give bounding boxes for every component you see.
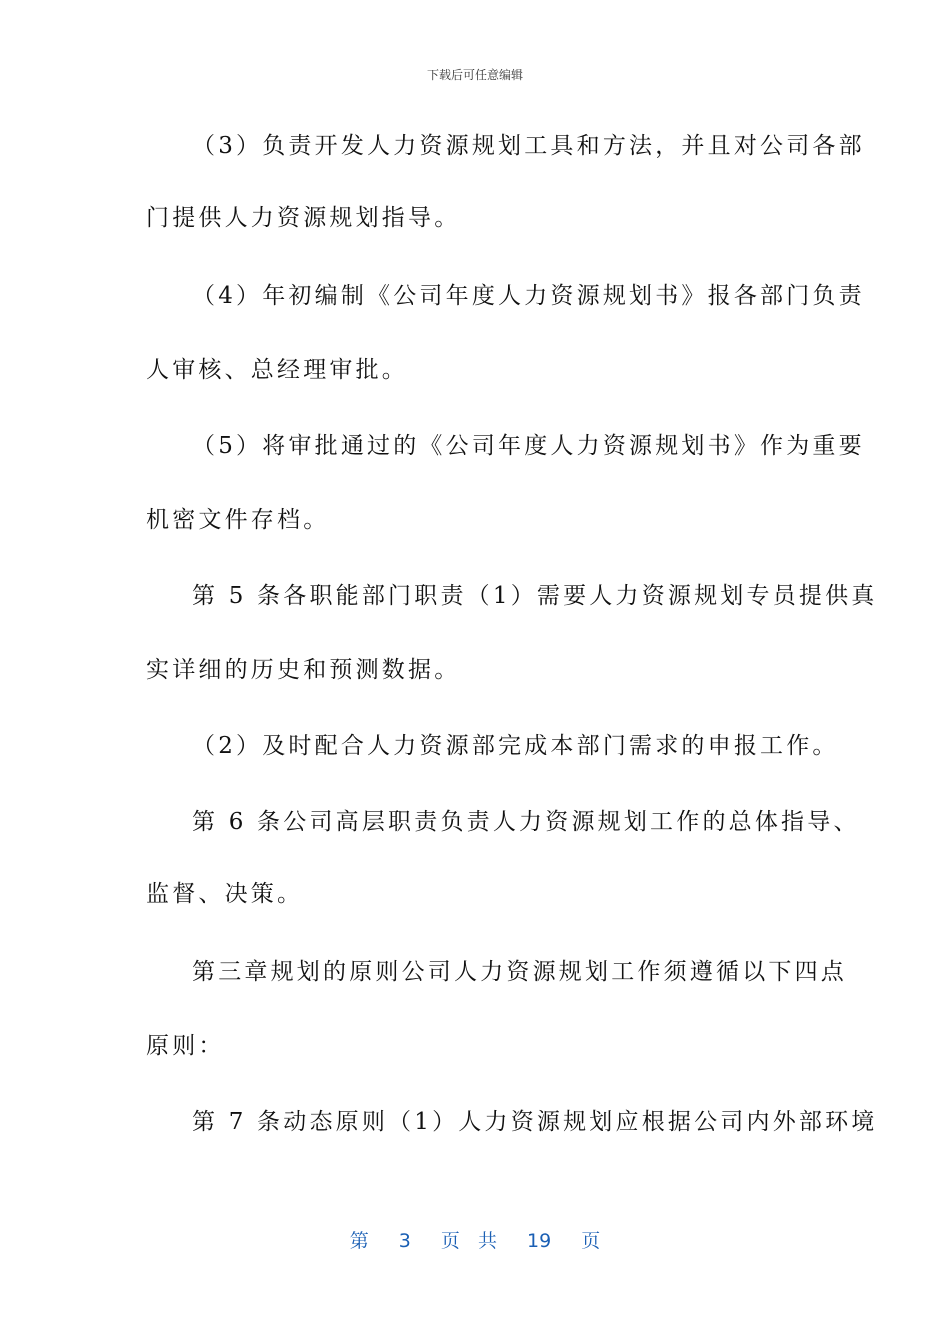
paragraph-line: （3）负责开发人力资源规划工具和方法，并且对公司各部 <box>192 133 865 159</box>
page-label: 第 <box>349 1230 369 1252</box>
paragraph-line: 人审核、总经理审批。 <box>146 357 408 383</box>
paragraph-line: 第 5 条各职能部门职责（1）需要人力资源规划专员提供真 <box>192 583 878 609</box>
page-unit: 页 <box>581 1230 601 1252</box>
paragraph-line: 实详细的历史和预测数据。 <box>146 657 461 683</box>
page-current: 3 <box>398 1230 411 1252</box>
paragraph-line: 门提供人力资源规划指导。 <box>146 205 461 231</box>
paragraph-line: （5）将审批通过的《公司年度人力资源规划书》作为重要 <box>192 433 865 459</box>
paragraph-line: 第三章规划的原则公司人力资源规划工作须遵循以下四点 <box>192 959 847 985</box>
page-of: 页 共 <box>440 1230 497 1252</box>
page-total: 19 <box>527 1230 552 1252</box>
paragraph-line: 监督、决策。 <box>146 881 304 907</box>
page-header: 下载后可任意编辑 <box>426 68 523 82</box>
paragraph-line: 第 7 条动态原则（1）人力资源规划应根据公司内外部环境 <box>192 1109 878 1135</box>
paragraph-line: 机密文件存档。 <box>146 507 330 533</box>
paragraph-line: 原则： <box>146 1033 225 1059</box>
paragraph-line: 第 6 条公司高层职责负责人力资源规划工作的总体指导、 <box>192 809 860 835</box>
page-footer <box>0 1226 950 1253</box>
paragraph-line: （4）年初编制《公司年度人力资源规划书》报各部门负责 <box>192 283 865 309</box>
paragraph-line: （2）及时配合人力资源部完成本部门需求的申报工作。 <box>192 733 839 759</box>
